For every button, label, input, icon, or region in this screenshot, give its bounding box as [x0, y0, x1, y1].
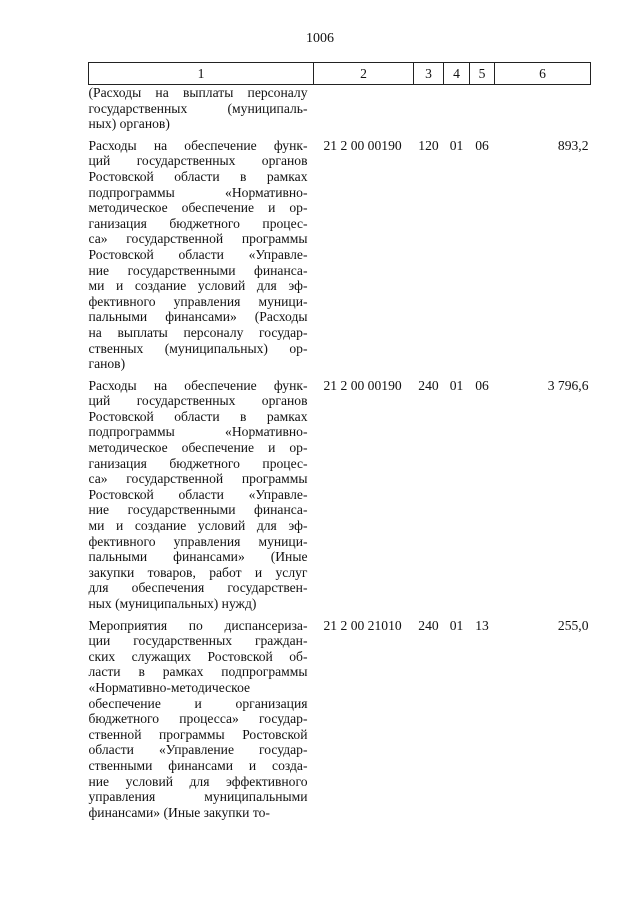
description-line: ми и создание условий для эф- — [88, 518, 308, 534]
description-line: ганизация бюджетного процес- — [88, 215, 308, 231]
description-line: пальными финансами» (Расходы — [88, 309, 308, 325]
row-subsection — [470, 85, 495, 138]
description-line: фективного управления муници- — [88, 533, 308, 549]
table-row — [89, 85, 591, 138]
description-line: ганизация бюджетного процес- — [88, 455, 308, 471]
description-line: ственных (муниципальных) ор- — [88, 340, 308, 356]
description-line: са» государственной программы — [88, 231, 308, 247]
header-col-5: 5 — [470, 63, 495, 85]
row-sum: 893,2 — [557, 137, 589, 153]
row-subsection: 13 — [475, 617, 489, 633]
description-line: ми и создание условий для эф- — [88, 278, 308, 294]
header-col-3: 3 — [414, 63, 444, 85]
row-code: 21 2 00 21010 — [323, 617, 402, 633]
row-expense-type: 240 — [418, 617, 439, 633]
budget-table — [88, 62, 591, 826]
description-line: ций государственных органов — [88, 393, 308, 409]
row-expense-type — [414, 85, 444, 138]
description-line: области «Управление государ- — [88, 742, 308, 758]
header-col-2: 2 — [314, 63, 414, 85]
description-line: закупки товаров, работ и услуг — [88, 564, 308, 580]
description-line: Расходы на обеспечение функ- — [88, 137, 308, 153]
row-section — [444, 85, 470, 138]
description-line: фективного управления муници- — [88, 293, 308, 309]
page-number: 1006 — [306, 31, 334, 46]
description-line: «Нормативно-методическое — [88, 679, 251, 695]
row-description — [89, 618, 314, 827]
table-row — [89, 618, 591, 827]
row-subsection: 06 — [475, 377, 489, 393]
description-line: ласти в рамках подпрограммы — [88, 664, 308, 680]
row-expense-type: 240 — [418, 377, 439, 393]
row-sum: 3 796,6 — [547, 377, 589, 393]
description-line: методическое обеспечение и ор- — [88, 200, 308, 216]
description-line: методическое обеспечение и ор- — [88, 440, 308, 456]
row-expense-type: 120 — [418, 137, 439, 153]
description-line: Ростовской области в рамках — [88, 168, 308, 184]
row-code: 21 2 00 00190 — [323, 137, 402, 153]
row-description — [89, 85, 314, 138]
table-header-row — [89, 63, 591, 85]
description-line: ние государственными финанса- — [88, 262, 308, 278]
description-line: ций государственных органов — [88, 153, 308, 169]
description-line: Мероприятия по диспансеризa- — [88, 617, 308, 633]
description-line: ственной программы Ростовской — [88, 726, 308, 742]
row-sum — [495, 85, 591, 138]
row-section: 01 — [449, 377, 464, 393]
description-line: ции государственных граждан- — [88, 633, 308, 649]
description-line: Расходы на обеспечение функ- — [88, 377, 308, 393]
table-row — [89, 378, 591, 618]
description-line: для обеспечения государствен- — [88, 580, 308, 596]
row-sum: 255,0 — [557, 617, 589, 633]
header-col-6: 6 — [495, 63, 591, 85]
row-section: 01 — [449, 137, 464, 153]
header-col-4: 4 — [444, 63, 470, 85]
row-description — [89, 138, 314, 378]
row-subsection: 06 — [475, 137, 489, 153]
description-line: управления муниципальными — [88, 789, 308, 805]
description-line: Ростовской области в рамках — [88, 408, 308, 424]
description-line: ние условий для эффективного — [88, 773, 308, 789]
description-line: Ростовской области «Управле- — [88, 486, 308, 502]
description-line: Ростовской области «Управле- — [88, 246, 308, 262]
table-row — [89, 138, 591, 378]
table-body — [89, 85, 591, 827]
description-line: са» государственной программы — [88, 471, 308, 487]
description-line: (Расходы на выплаты персоналу — [88, 85, 308, 100]
description-line: обеспечение и организация — [88, 695, 308, 711]
description-line: ние государственными финанса- — [88, 502, 308, 518]
description-line: на выплаты персоналу государ- — [88, 324, 308, 340]
description-line: подпрограммы «Нормативно- — [88, 184, 308, 200]
description-line: ных (муниципальных) нужд) — [88, 596, 257, 611]
row-section: 01 — [449, 617, 464, 633]
description-line: финансами» (Иные закупки то- — [88, 804, 270, 820]
description-line: ских служащих Ростовской об- — [88, 648, 308, 664]
row-description — [89, 378, 314, 618]
description-line: бюджетного процесса» государ- — [88, 711, 308, 727]
description-line: ных) органов) — [88, 116, 170, 132]
description-line: ственными финансами и созда- — [88, 757, 308, 773]
description-line: государственных (муниципаль- — [88, 100, 308, 116]
description-line: ганов) — [88, 356, 126, 372]
row-code — [314, 85, 414, 138]
description-line: подпрограммы «Нормативно- — [88, 424, 308, 440]
header-col-1: 1 — [89, 63, 314, 85]
description-line: пальными финансами» (Иные — [88, 549, 308, 565]
row-code: 21 2 00 00190 — [323, 377, 402, 393]
